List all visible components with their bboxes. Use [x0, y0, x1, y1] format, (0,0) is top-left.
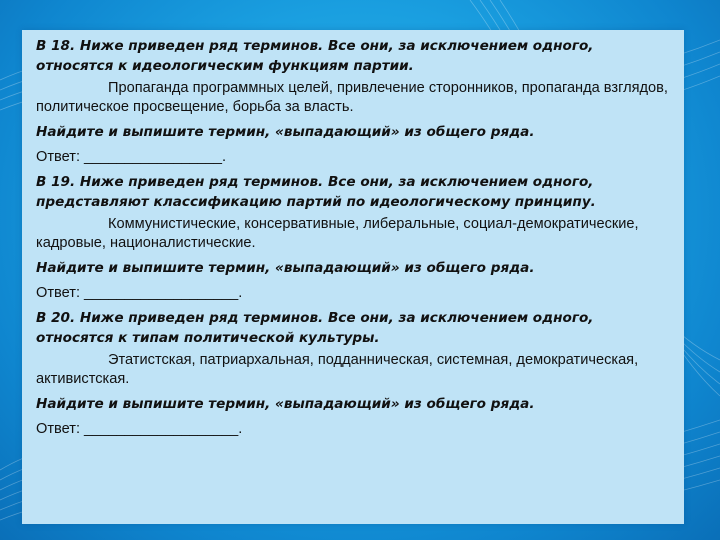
question-terms: Пропаганда программных целей, привлечение сторонников, пропаганда взглядов, политическое просвещение, борьба за власть.	[36, 80, 668, 115]
question-heading	[36, 37, 670, 76]
question-task: Найдите и выпишите термин, «выпадающий» из общего ряда.	[36, 260, 535, 276]
question-terms: Этатистская, патриархальная, подданническая, системная, демократическая, активистская.	[36, 352, 639, 387]
question-heading-line2: относятся к типам политической культуры.	[36, 329, 380, 346]
question-heading-line1: В 19. Ниже приведен ряд терминов. Все они, за исключением одного,	[36, 174, 594, 190]
answer-line: Ответ: ___________________.	[36, 421, 243, 437]
question-task: Найдите и выпишите термин, «выпадающий» из общего ряда.	[36, 124, 535, 140]
question-task: Найдите и выпишите термин, «выпадающий» из общего ряда.	[36, 396, 535, 412]
question-block	[36, 173, 670, 303]
answer-line: Ответ: _________________.	[36, 149, 227, 165]
question-terms: Коммунистические, консервативные, либеральные, социал-демократические, кадровые, националистические.	[36, 216, 639, 251]
question-heading	[36, 309, 670, 348]
question-heading-line2: представляют классификацию партий по идеологическому принципу.	[36, 193, 596, 210]
question-block	[36, 37, 670, 167]
question-heading-line1: В 20. Ниже приведен ряд терминов. Все они, за исключением одного,	[36, 310, 594, 326]
question-heading	[36, 173, 670, 212]
question-panel	[22, 30, 684, 524]
question-heading-line1: В 18. Ниже приведен ряд терминов. Все они, за исключением одного,	[36, 38, 594, 54]
question-block	[36, 309, 670, 439]
question-heading-line2: относятся к идеологическим функциям партии.	[36, 57, 414, 74]
answer-line: Ответ: ___________________.	[36, 285, 243, 301]
